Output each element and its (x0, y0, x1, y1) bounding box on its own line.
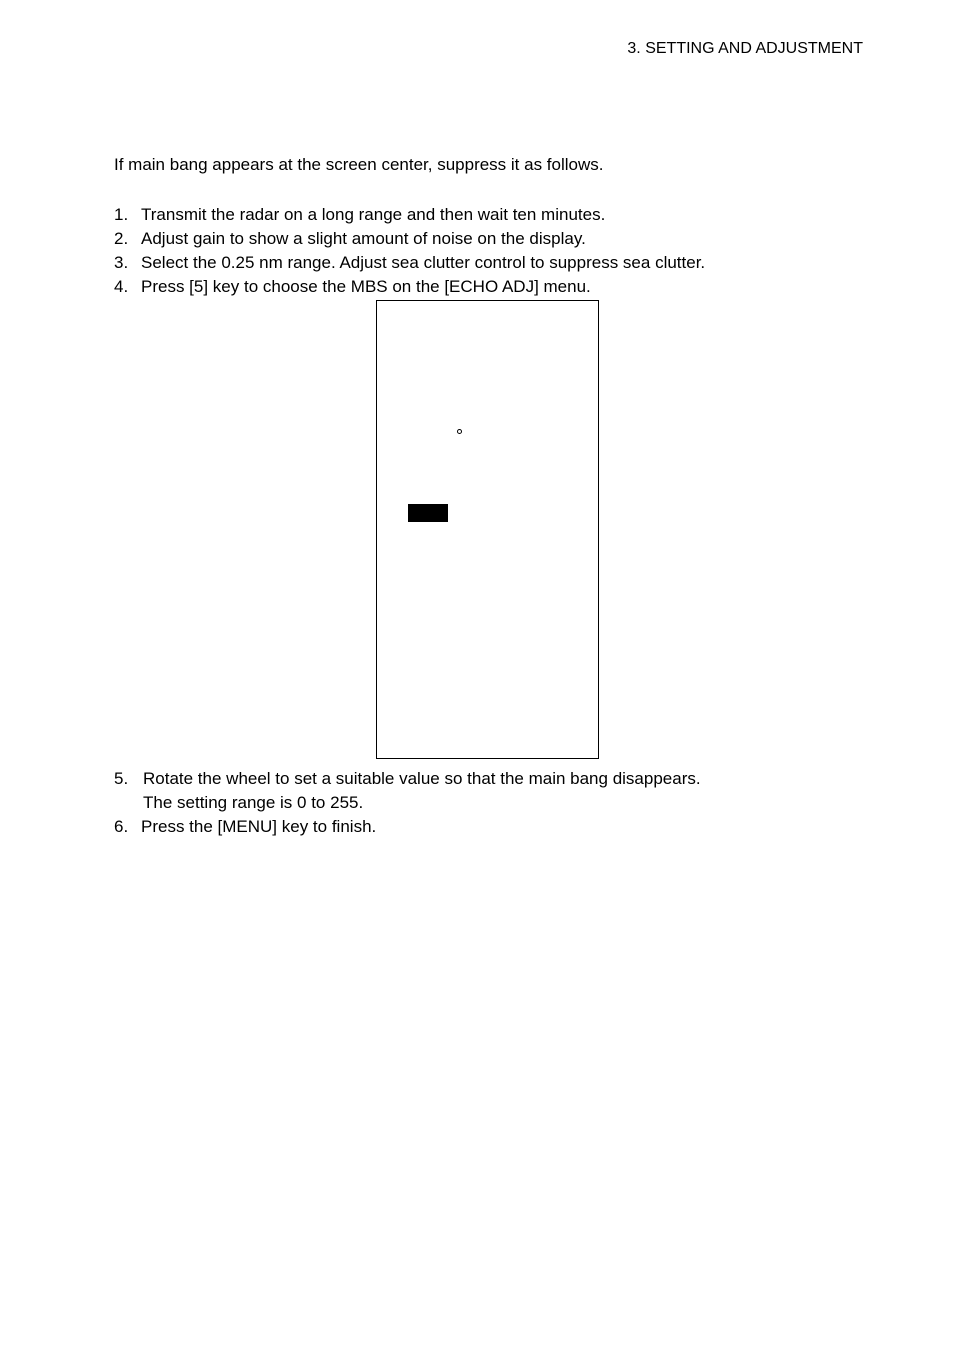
intro-paragraph: If main bang appears at the screen center, suppress it as follows. (114, 155, 604, 174)
step-number: 4. (114, 277, 129, 296)
step-number: 6. (114, 817, 129, 836)
echo-adj-menu-figure (376, 300, 599, 759)
degree-mark (457, 429, 462, 434)
menu-selection-cursor (408, 504, 448, 522)
step-number: 1. (114, 205, 129, 224)
step-number: 2. (114, 229, 129, 248)
step-text: Transmit the radar on a long range and then wait ten minutes. (141, 205, 606, 224)
step-text: Press the [MENU] key to finish. (141, 817, 377, 836)
section-header: 3. SETTING AND ADJUSTMENT (627, 40, 863, 57)
step-number: 3. (114, 253, 129, 272)
step-number: 5. (114, 769, 129, 788)
step-text: Adjust gain to show a slight amount of noise on the display. (141, 229, 586, 248)
step-text: Press [5] key to choose the MBS on the [ECHO ADJ] menu. (141, 277, 591, 296)
step-continuation-text: The setting range is 0 to 255. (143, 793, 364, 812)
step-text: Rotate the wheel to set a suitable value so that the main bang disappears. (143, 769, 701, 788)
step-text: Select the 0.25 nm range. Adjust sea clutter control to suppress sea clutter. (141, 253, 706, 272)
